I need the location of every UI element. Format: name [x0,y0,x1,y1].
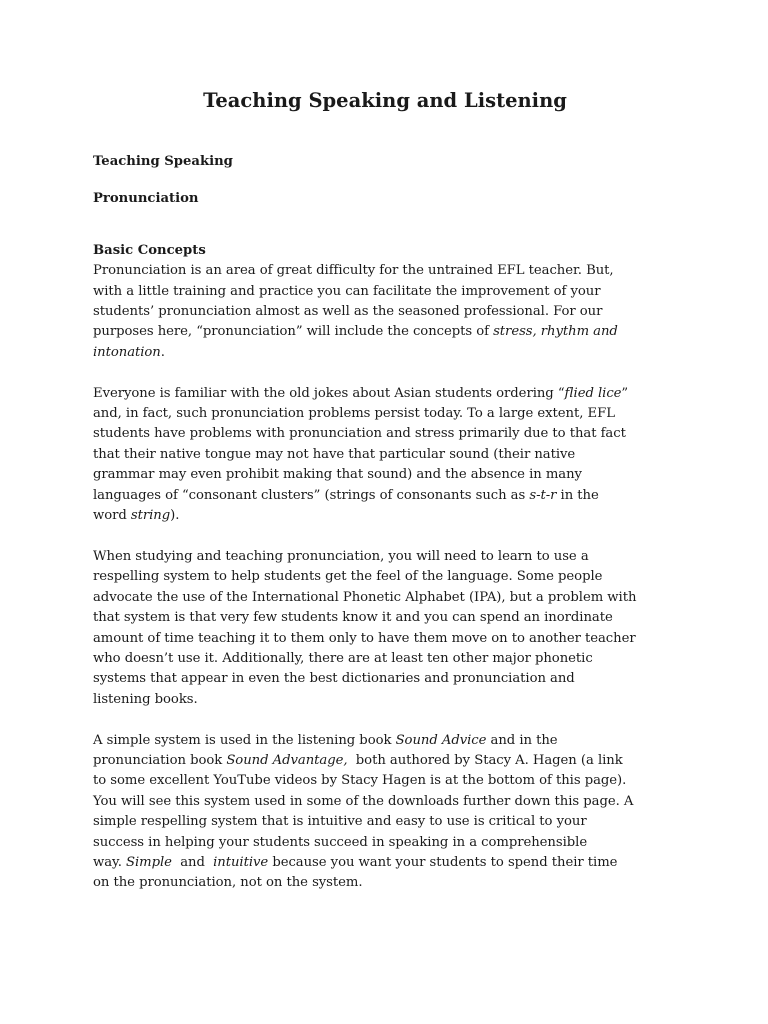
text-line: intonation. [93,344,165,360]
text-line: When studying and teaching pronunciation, you will need to learn to use a [93,548,589,564]
text-line: pronunciation book Sound Advantage, both authored by Stacy A. Hagen (a link [93,752,623,768]
text-line: students’ pronunciation almost as well as the seasoned professional. For our [93,304,603,320]
italic-phrase: flied lice [564,385,622,401]
text-line: respelling system to help students get the feel of the language. Some people [93,569,603,585]
italic-phrase: intonation [93,344,161,360]
document-page [93,88,713,894]
heading-pronunciation: Pronunciation [93,191,199,207]
text-line: Pronunciation is an area of great difficulty for the untrained EFL teacher. But, [93,263,614,279]
text-line: success in helping your students succeed in speaking in a comprehensible [93,834,588,850]
italic-phrase: stress, rhythm and [493,324,618,340]
book-title-italic: Sound Advantage, [226,752,348,768]
text-line: advocate the use of the International Phonetic Alphabet (IPA), but a problem with [93,589,637,605]
text-line: systems that appear in even the best dictionaries and pronunciation and [93,671,575,687]
text-line: to some excellent YouTube videos by Stacy Hagen is at the bottom of this page). [93,773,627,789]
paragraph-simple-system [93,731,713,894]
text-line: You will see this system used in some of the downloads further down this page. A [93,793,634,809]
text-line: students have problems with pronunciation and stress primarily due to that fact [93,426,626,442]
text-line: languages of “consonant clusters” (strings of consonants such as s-t-r in the [93,487,599,503]
italic-phrase: s-t-r [529,487,557,503]
text-line: word string). [93,508,180,524]
heading-teaching-speaking: Teaching Speaking [93,154,233,169]
text-line: way. Simple and intuitive because you want your students to spend their time [93,854,618,870]
paragraph-respelling [93,547,713,710]
text-line: A simple system is used in the listening book Sound Advice and in the [93,732,558,748]
book-title-italic: Sound Advice [395,732,487,748]
text-line: on the pronunciation, not on the system. [93,875,363,891]
text-line: listening books. [93,691,198,707]
text-line: that system is that very few students know it and you can spend an inordinate [93,610,613,626]
text-line: grammar may even prohibit making that sound) and the absence in many [93,467,582,483]
paragraph-intro [93,261,713,363]
heading-basic-concepts: Basic Concepts [93,242,206,258]
text-line: that their native tongue may not have that particular sound (their native [93,446,576,462]
text-line: who doesn’t use it. Additionally, there are at least ten other major phonetic [93,650,593,666]
text-line: purposes here, “pronunciation” will include the concepts of stress, rhythm and [93,324,618,340]
text-line: with a little training and practice you can facilitate the improvement of your [93,283,601,299]
text-line: Everyone is familiar with the old jokes about Asian students ordering “flied lice” [93,385,629,401]
text-line: and, in fact, such pronunciation problems persist today. To a large extent, EFL [93,406,615,422]
paragraph-jokes [93,384,713,527]
text-line: amount of time teaching it to them only to have them move on to another teacher [93,630,636,646]
italic-phrase: intuitive [213,854,269,870]
text-line: simple respelling system that is intuitive and easy to use is critical to your [93,814,587,830]
page-title: Teaching Speaking and Listening [203,89,567,112]
italic-phrase: string [130,508,171,524]
italic-phrase: Simple [125,854,172,870]
